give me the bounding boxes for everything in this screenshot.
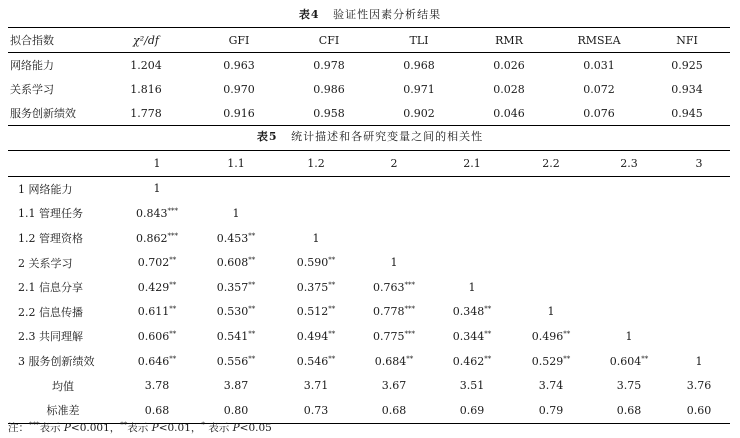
table4-cell: 0.970: [223, 82, 255, 96]
significance-marker: ***: [167, 206, 178, 215]
table4-cell: 1.778: [98, 101, 194, 126]
significance-marker: **: [484, 329, 492, 338]
table5-row-label: [8, 373, 118, 398]
row-label-text: 1 网络能力: [18, 182, 73, 196]
significance-marker: **: [484, 354, 492, 363]
table5-cell: [276, 201, 356, 226]
table4-cell: 0.978: [313, 58, 345, 72]
table5-row-label: [8, 176, 118, 201]
significance-marker: **: [169, 280, 177, 289]
table5-cell: [356, 250, 432, 275]
correlation-value: 0.862: [136, 231, 168, 245]
table5-header-cell: 1.1: [196, 151, 276, 177]
table-row: [8, 77, 730, 101]
table5-cell: [118, 349, 196, 374]
correlation-value: 1: [468, 280, 476, 294]
correlation-value: 0.611: [137, 305, 170, 319]
correlation-value: 0.684: [374, 354, 407, 368]
table5-cell: [356, 324, 432, 349]
note-p1: P: [63, 422, 71, 434]
table5-cell: [118, 275, 196, 300]
correlation-value: 0.530: [216, 305, 249, 319]
row-label-text: 标准差: [46, 404, 80, 418]
correlation-value: 0.496: [531, 329, 564, 343]
table5-cell: [276, 176, 356, 201]
correlation-value: 0.357: [216, 280, 249, 294]
significance-marker: **: [484, 305, 492, 314]
table5-cell: [432, 398, 512, 423]
table5-cell: [196, 300, 276, 325]
table-row: [8, 53, 730, 78]
table5-caption: [0, 128, 740, 144]
table5-row-label: [8, 300, 118, 325]
note-val2: <0.01，: [158, 422, 202, 434]
correlation-value: 0.702: [137, 256, 170, 270]
correlation-value: 0.344: [452, 329, 485, 343]
table5-cell: [590, 300, 668, 325]
significance-marker: **: [328, 329, 336, 338]
significance-marker: **: [248, 305, 256, 314]
table4-header-cell: TLI: [374, 28, 464, 53]
significance-marker: ***: [404, 305, 415, 314]
table5-cell: [590, 324, 668, 349]
table5-cell: [668, 176, 730, 201]
table4-cell: 0.028: [493, 82, 525, 96]
correlation-value: 0.69: [459, 403, 485, 417]
table5-cell: [512, 226, 590, 251]
table5-cell: [356, 373, 432, 398]
table4-cell: 0.934: [671, 82, 703, 96]
significance-marker: **: [641, 354, 649, 363]
table5-cell: [668, 201, 730, 226]
significance-marker: **: [563, 354, 571, 363]
correlation-value: 0.606: [137, 329, 170, 343]
table4-cell: 0.968: [403, 58, 435, 72]
correlation-value: 0.529: [531, 354, 564, 368]
significance-marker: **: [169, 256, 177, 265]
correlation-value: 1: [625, 329, 633, 343]
table5-cell: [118, 226, 196, 251]
correlation-value: 1: [547, 305, 555, 319]
table5-cell: [276, 324, 356, 349]
table5-caption-label: 表5: [256, 130, 278, 143]
correlation-value: 3.75: [616, 379, 642, 393]
correlation-value: 3.51: [459, 379, 485, 393]
table5-cell: [276, 398, 356, 423]
note-p3: P: [232, 422, 240, 434]
note-sig1: *: [201, 421, 205, 429]
table5-cell: [668, 373, 730, 398]
correlation-value: 0.79: [538, 403, 564, 417]
table5-cell: [276, 275, 356, 300]
table5-cell: [590, 176, 668, 201]
table5-cell: [512, 275, 590, 300]
table5-cell: [668, 250, 730, 275]
table5-cell: [590, 250, 668, 275]
table4-row-label: 关系学习: [10, 83, 54, 96]
table-row: [8, 349, 730, 374]
correlation-value: 0.608: [216, 256, 249, 270]
table5-header-cell: 3: [668, 151, 730, 177]
table4-header-cell: χ²/df: [98, 28, 194, 53]
table4-cell: 0.958: [284, 101, 374, 126]
table5-row-label: [8, 349, 118, 374]
row-label-text: 2.3 共同理解: [18, 330, 83, 344]
table5-cell: [196, 275, 276, 300]
table5-cell: [196, 250, 276, 275]
table5-cell: [432, 201, 512, 226]
table5-header-cell: 1.2: [276, 151, 356, 177]
significance-marker: **: [248, 280, 256, 289]
table5-cell: [356, 201, 432, 226]
correlation-value: 3.71: [303, 379, 329, 393]
table5-cell: [196, 349, 276, 374]
correlation-value: 3.74: [538, 379, 564, 393]
table4-header-cell: 拟合指数: [8, 28, 98, 53]
table5-cell: [118, 250, 196, 275]
significance-marker: **: [248, 256, 256, 265]
note-text1: 表示: [39, 422, 64, 434]
row-label-text: 均值: [52, 379, 74, 393]
table4-cell: 0.026: [493, 58, 525, 72]
table5-cell: [512, 250, 590, 275]
table4-caption-label: 表4: [298, 8, 320, 21]
table4-caption: [0, 6, 740, 22]
significance-marker: **: [328, 256, 336, 265]
significance-marker: **: [563, 329, 571, 338]
table5-cell: [276, 373, 356, 398]
table5-row-label: [8, 324, 118, 349]
correlation-value: 0.843: [136, 206, 168, 220]
table5-cell: [432, 300, 512, 325]
table4-cell: 0.072: [583, 82, 615, 96]
table5-caption-text: 统计描述和各研究变量之间的相关性: [291, 130, 484, 143]
table4-header-cell: NFI: [644, 28, 730, 53]
correlation-value: 1: [390, 256, 398, 270]
table-row: [8, 250, 730, 275]
table-row: [8, 324, 730, 349]
table5-cell: [196, 226, 276, 251]
significance-marker: ***: [167, 231, 178, 240]
table4-cell: 0.925: [671, 58, 703, 72]
table4-caption-text: 验证性因素分析结果: [333, 8, 442, 21]
correlation-value: 0.73: [303, 403, 329, 417]
table5-header-cell: 2.2: [512, 151, 590, 177]
significance-marker: **: [169, 329, 177, 338]
table4-cell: 1.816: [130, 82, 162, 96]
table5-cell: [356, 226, 432, 251]
table4-cell: 0.971: [403, 82, 435, 96]
table5-cell: [196, 176, 276, 201]
table5-cell: [356, 398, 432, 423]
table5-cell: [118, 373, 196, 398]
significance-marker: ***: [404, 329, 415, 338]
significance-marker: **: [328, 354, 336, 363]
table-row: [8, 275, 730, 300]
table4-header-cell: CFI: [284, 28, 374, 53]
table4-cell: 0.916: [194, 101, 284, 126]
table5-cell: [512, 300, 590, 325]
table5-cell: [668, 275, 730, 300]
table4-cell: 0.031: [583, 58, 615, 72]
table5-cell: [432, 349, 512, 374]
table5-cell: [432, 275, 512, 300]
table5-cell: [512, 324, 590, 349]
table5-cell: [512, 398, 590, 423]
table-row: [8, 101, 730, 126]
correlation-value: 0.68: [381, 403, 407, 417]
significance-marker: **: [406, 354, 414, 363]
note-p2: P: [151, 422, 159, 434]
table4-fit-indices: [8, 27, 730, 126]
note-val3: <0.05: [239, 422, 272, 434]
table4-header-row: [8, 28, 730, 53]
table5-cell: [512, 373, 590, 398]
table5-cell: [432, 373, 512, 398]
table4-cell: 1.204: [130, 58, 162, 72]
row-label-text: 2.2 信息传播: [18, 305, 83, 319]
significance-marker: **: [328, 305, 336, 314]
table4-header-cell: GFI: [194, 28, 284, 53]
table5-cell: [356, 349, 432, 374]
table5-cell: [118, 300, 196, 325]
row-label-text: 1.1 管理任务: [18, 207, 83, 221]
correlation-value: 0.494: [296, 329, 329, 343]
correlation-value: 3.78: [144, 379, 170, 393]
table5-row-label: [8, 250, 118, 275]
table5-cell: [590, 373, 668, 398]
correlation-value: 0.590: [296, 256, 329, 270]
correlation-value: 0.375: [296, 280, 329, 294]
table4-cell: 0.945: [644, 101, 730, 126]
correlation-value: 1: [153, 182, 161, 196]
row-label-text: 1.2 管理资格: [18, 232, 83, 246]
table5-cell: [276, 250, 356, 275]
table5-cell: [590, 398, 668, 423]
significance-marker: **: [328, 280, 336, 289]
table5-cell: [668, 349, 730, 374]
table5-cell: [590, 349, 668, 374]
table5-cell: [668, 300, 730, 325]
table5-cell: [590, 226, 668, 251]
correlation-value: 0.512: [296, 305, 329, 319]
correlation-value: 0.763: [373, 280, 405, 294]
significance-marker: **: [169, 354, 177, 363]
table5-cell: [276, 226, 356, 251]
correlation-value: 0.546: [296, 354, 329, 368]
table4-cell: 0.076: [554, 101, 644, 126]
table5-cell: [590, 275, 668, 300]
correlation-value: 0.68: [616, 403, 642, 417]
table5-cell: [432, 176, 512, 201]
correlation-value: 0.462: [452, 354, 485, 368]
significance-marker: **: [248, 329, 256, 338]
table4-cell: 0.902: [374, 101, 464, 126]
correlation-value: 0.68: [144, 403, 170, 417]
significance-marker: ***: [404, 280, 415, 289]
table5-cell: [356, 176, 432, 201]
correlation-value: 0.60: [686, 403, 712, 417]
correlation-value: 0.775: [373, 329, 405, 343]
table5-row-label: [8, 201, 118, 226]
significance-marker: **: [169, 305, 177, 314]
table5-cell: [668, 398, 730, 423]
note-text3: 表示: [204, 422, 233, 434]
table5-header-cell: [8, 151, 118, 177]
significance-marker: **: [248, 354, 256, 363]
table5-cell: [118, 176, 196, 201]
table5-header-cell: 2.3: [590, 151, 668, 177]
note-sig3: ***: [29, 421, 40, 429]
correlation-value: 0.604: [609, 354, 642, 368]
correlation-value: 1: [312, 231, 320, 245]
table5-cell: [668, 226, 730, 251]
correlation-value: 0.348: [452, 305, 485, 319]
table5-cell: [276, 349, 356, 374]
note-prefix: 注：: [8, 422, 29, 434]
table5-cell: [356, 300, 432, 325]
correlation-value: 0.80: [223, 403, 249, 417]
table-row: [8, 226, 730, 251]
table5-cell: [196, 373, 276, 398]
table4-cell: 0.963: [223, 58, 255, 72]
table5-cell: [118, 324, 196, 349]
correlation-value: 0.646: [137, 354, 170, 368]
note-sig2: **: [120, 421, 128, 429]
table5-header-cell: 2: [356, 151, 432, 177]
table5-cell: [590, 201, 668, 226]
correlation-value: 1: [695, 354, 703, 368]
note-val1: <0.001，: [70, 422, 121, 434]
table5-cell: [432, 250, 512, 275]
table5-cell: [432, 324, 512, 349]
table5-cell: [196, 324, 276, 349]
correlation-value: 3.87: [223, 379, 249, 393]
table5-header-cell: 1: [118, 151, 196, 177]
table5-cell: [512, 201, 590, 226]
table5-cell: [432, 226, 512, 251]
correlation-value: 0.541: [216, 329, 249, 343]
table4-row-label: 网络能力: [10, 59, 54, 72]
table4-header-cell: RMSEA: [554, 28, 644, 53]
table4-cell: 0.986: [313, 82, 345, 96]
table-row: [8, 300, 730, 325]
table-row: [8, 201, 730, 226]
table5-cell: [668, 324, 730, 349]
significance-marker: **: [248, 231, 256, 240]
table-row: [8, 176, 730, 201]
table5-cell: [196, 201, 276, 226]
table-row: [8, 373, 730, 398]
row-label-text: 2.1 信息分享: [18, 281, 83, 295]
correlation-value: 3.76: [686, 379, 712, 393]
correlation-value: 0.556: [216, 354, 249, 368]
table5-header-row: [8, 151, 730, 177]
table4-cell: 0.046: [464, 101, 554, 126]
table5-cell: [276, 300, 356, 325]
table-footnote: [8, 420, 272, 435]
note-text2: 表示: [127, 422, 152, 434]
table5-cell: [118, 201, 196, 226]
row-label-text: 3 服务创新绩效: [18, 355, 95, 369]
table5-cell: [512, 176, 590, 201]
correlation-value: 1: [232, 206, 240, 220]
table5-row-label: [8, 226, 118, 251]
correlation-value: 0.453: [216, 231, 249, 245]
table4-row-label: 服务创新绩效: [8, 101, 98, 126]
table5-header-cell: 2.1: [432, 151, 512, 177]
table4-header-cell: RMR: [464, 28, 554, 53]
correlation-value: 0.778: [373, 305, 405, 319]
table5-cell: [512, 349, 590, 374]
table5-cell: [356, 275, 432, 300]
table5-row-label: [8, 275, 118, 300]
correlation-value: 3.67: [381, 379, 407, 393]
table5-correlations: [8, 150, 730, 424]
correlation-value: 0.429: [137, 280, 170, 294]
row-label-text: 2 关系学习: [18, 256, 73, 270]
